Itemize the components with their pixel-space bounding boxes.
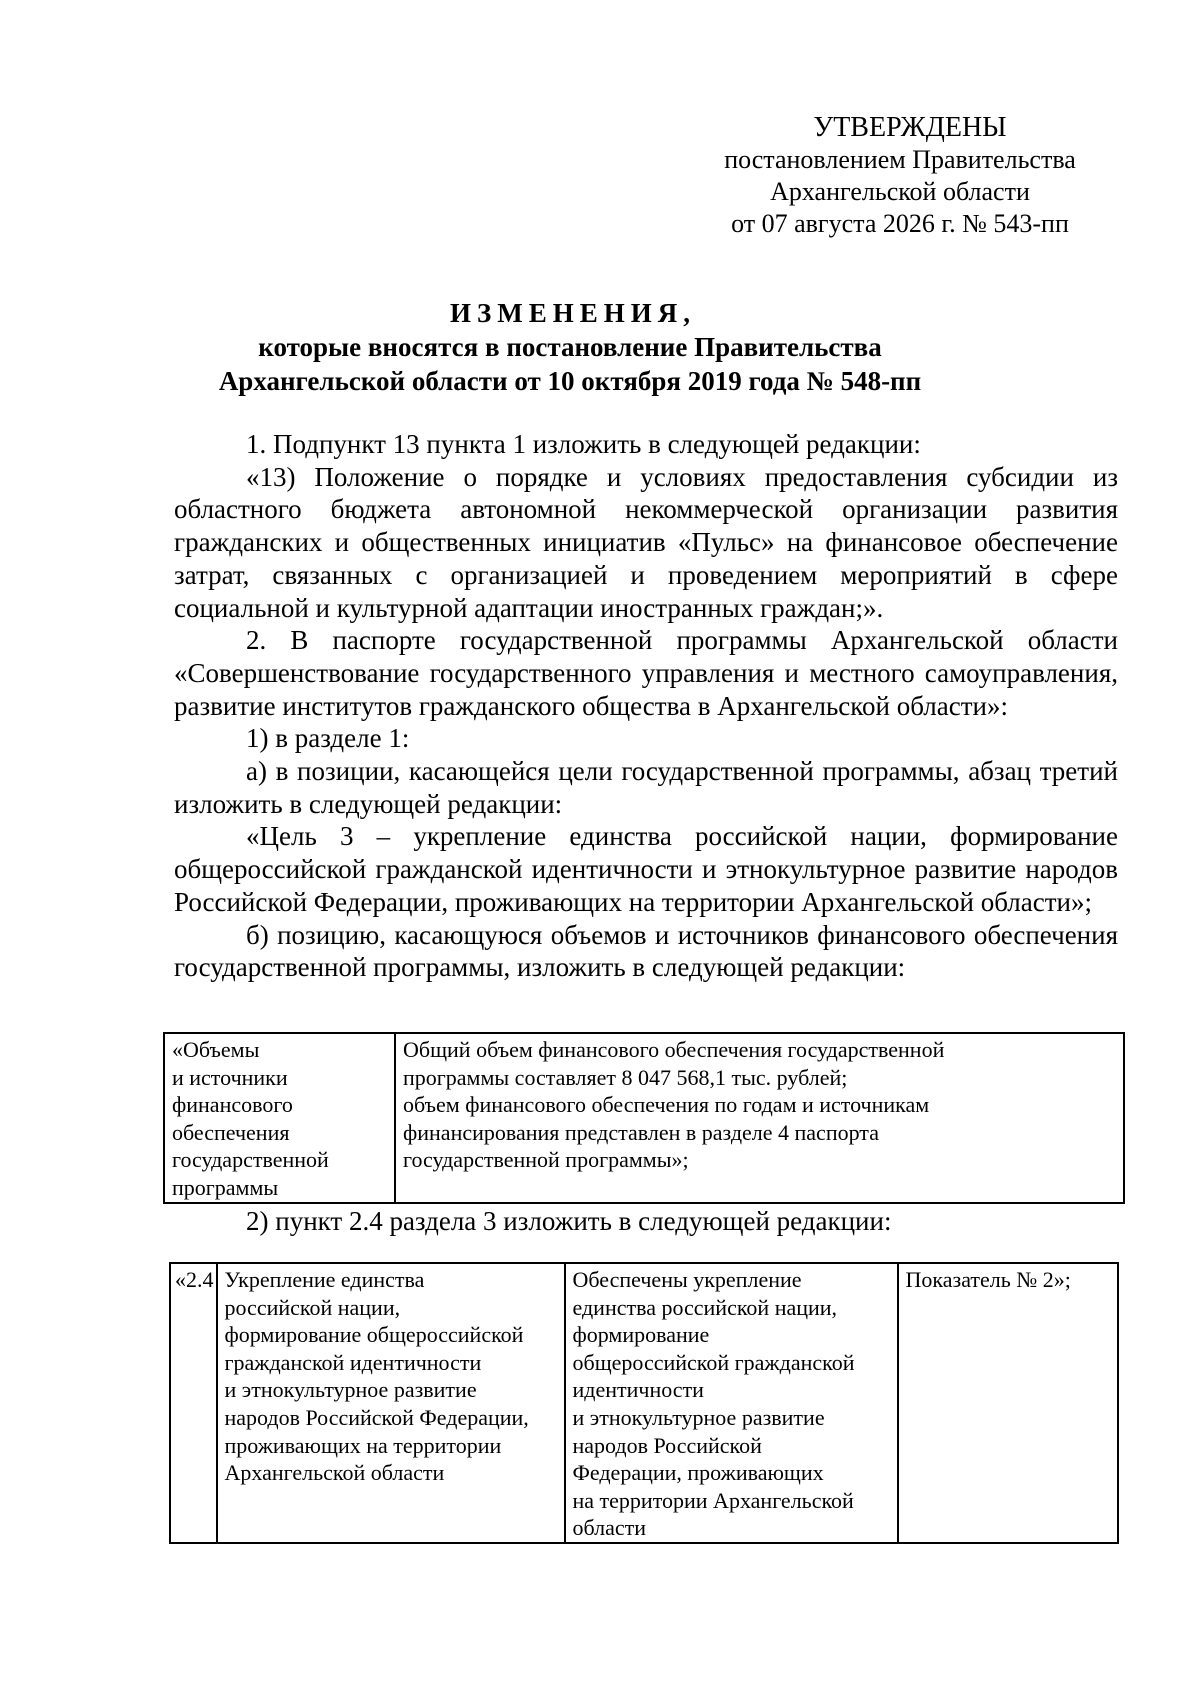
approval-stamp [700,112,1100,240]
approval-line-3: от 07 августа 2026 г. № 543-пп [731,209,1069,238]
financing-table [163,1032,1125,1204]
approval-line-2: Архангельской области [770,177,1030,206]
table-cell-indicator: Показатель № 2»; [898,1263,1119,1543]
title-line-2: Архангельской области от 10 октября 2019 года № 548-пп [218,366,922,396]
table-cell-label: «Объемы и источники финансового обеспечения государственной программы [164,1033,395,1203]
table-cell-number: «2.4 [170,1263,217,1543]
table-cell-result: Обеспечены укрепление единства российской нации, формирование общероссийской гражданской идентичности и этнокультурное развитие народов Российской Федерации, проживающих на территории Архангельской области [565,1263,898,1543]
paragraph-point-2: 2) пункт 2.4 раздела 3 изложить в следующей редакции: [246,1206,892,1236]
document-title [170,296,970,398]
paragraph-7: б) позицию, касающуюся объемов и источников финансового обеспечения государственной программы, изложить в следующей редакции: [174,919,1118,983]
table-row [164,1033,1124,1203]
table-cell-task: Укрепление единства российской нации, формирование общероссийской гражданской идентичности и этнокультурное развитие народов Российской Федерации, проживающих на территории Архангельской области [217,1263,565,1543]
paragraph-1: 1. Подпункт 13 пункта 1 изложить в следующей редакции: [246,429,921,459]
paragraph-5: а) в позиции, касающейся цели государственной программы, абзац третий изложить в следующей редакции: [174,756,1118,819]
title-main: ИЗМЕНЕНИЯ, [449,298,696,328]
document-body [174,428,1118,984]
table-row [170,1263,1118,1543]
approval-line-1: постановлением Правительства [724,145,1076,174]
paragraph-6: «Цель 3 – укрепление единства российской нации, формирование общероссийской гражданской идентичности и этнокультурное развитие народов Российской Федерации, проживающих на территории Архангельской области»; [174,821,1118,917]
table-cell-value: Общий объем финансового обеспечения государственной программы составляет 8 047 568,1 тыс. рублей; объем финансового обеспечения по годам и источникам финансирования представлен в разделе 4 паспорта государственной программы»; [395,1033,1124,1203]
paragraph-4: 1) в разделе 1: [246,723,410,754]
task-table [169,1262,1119,1544]
title-line-1: которые вносятся в постановление Правительства [258,332,882,362]
paragraph-3: 2. В паспорте государственной программы Архангельской области «Совершенствование государственного управления и местного самоуправления, развитие институтов гражданского общества в Архангельской области»: [174,625,1118,721]
paragraph-2: «13) Положение о порядке и условиях предоставления субсидии из областного бюджета автономной некоммерческой организации развития гражданских и общественных инициатив «Пульс» на финансовое обеспечение затрат, связанных с организацией и проведением мероприятий в сфере социальной и культурной адаптации иностранных граждан;». [174,461,1118,623]
approval-heading: УТВЕРЖДЕНЫ [813,112,1007,143]
